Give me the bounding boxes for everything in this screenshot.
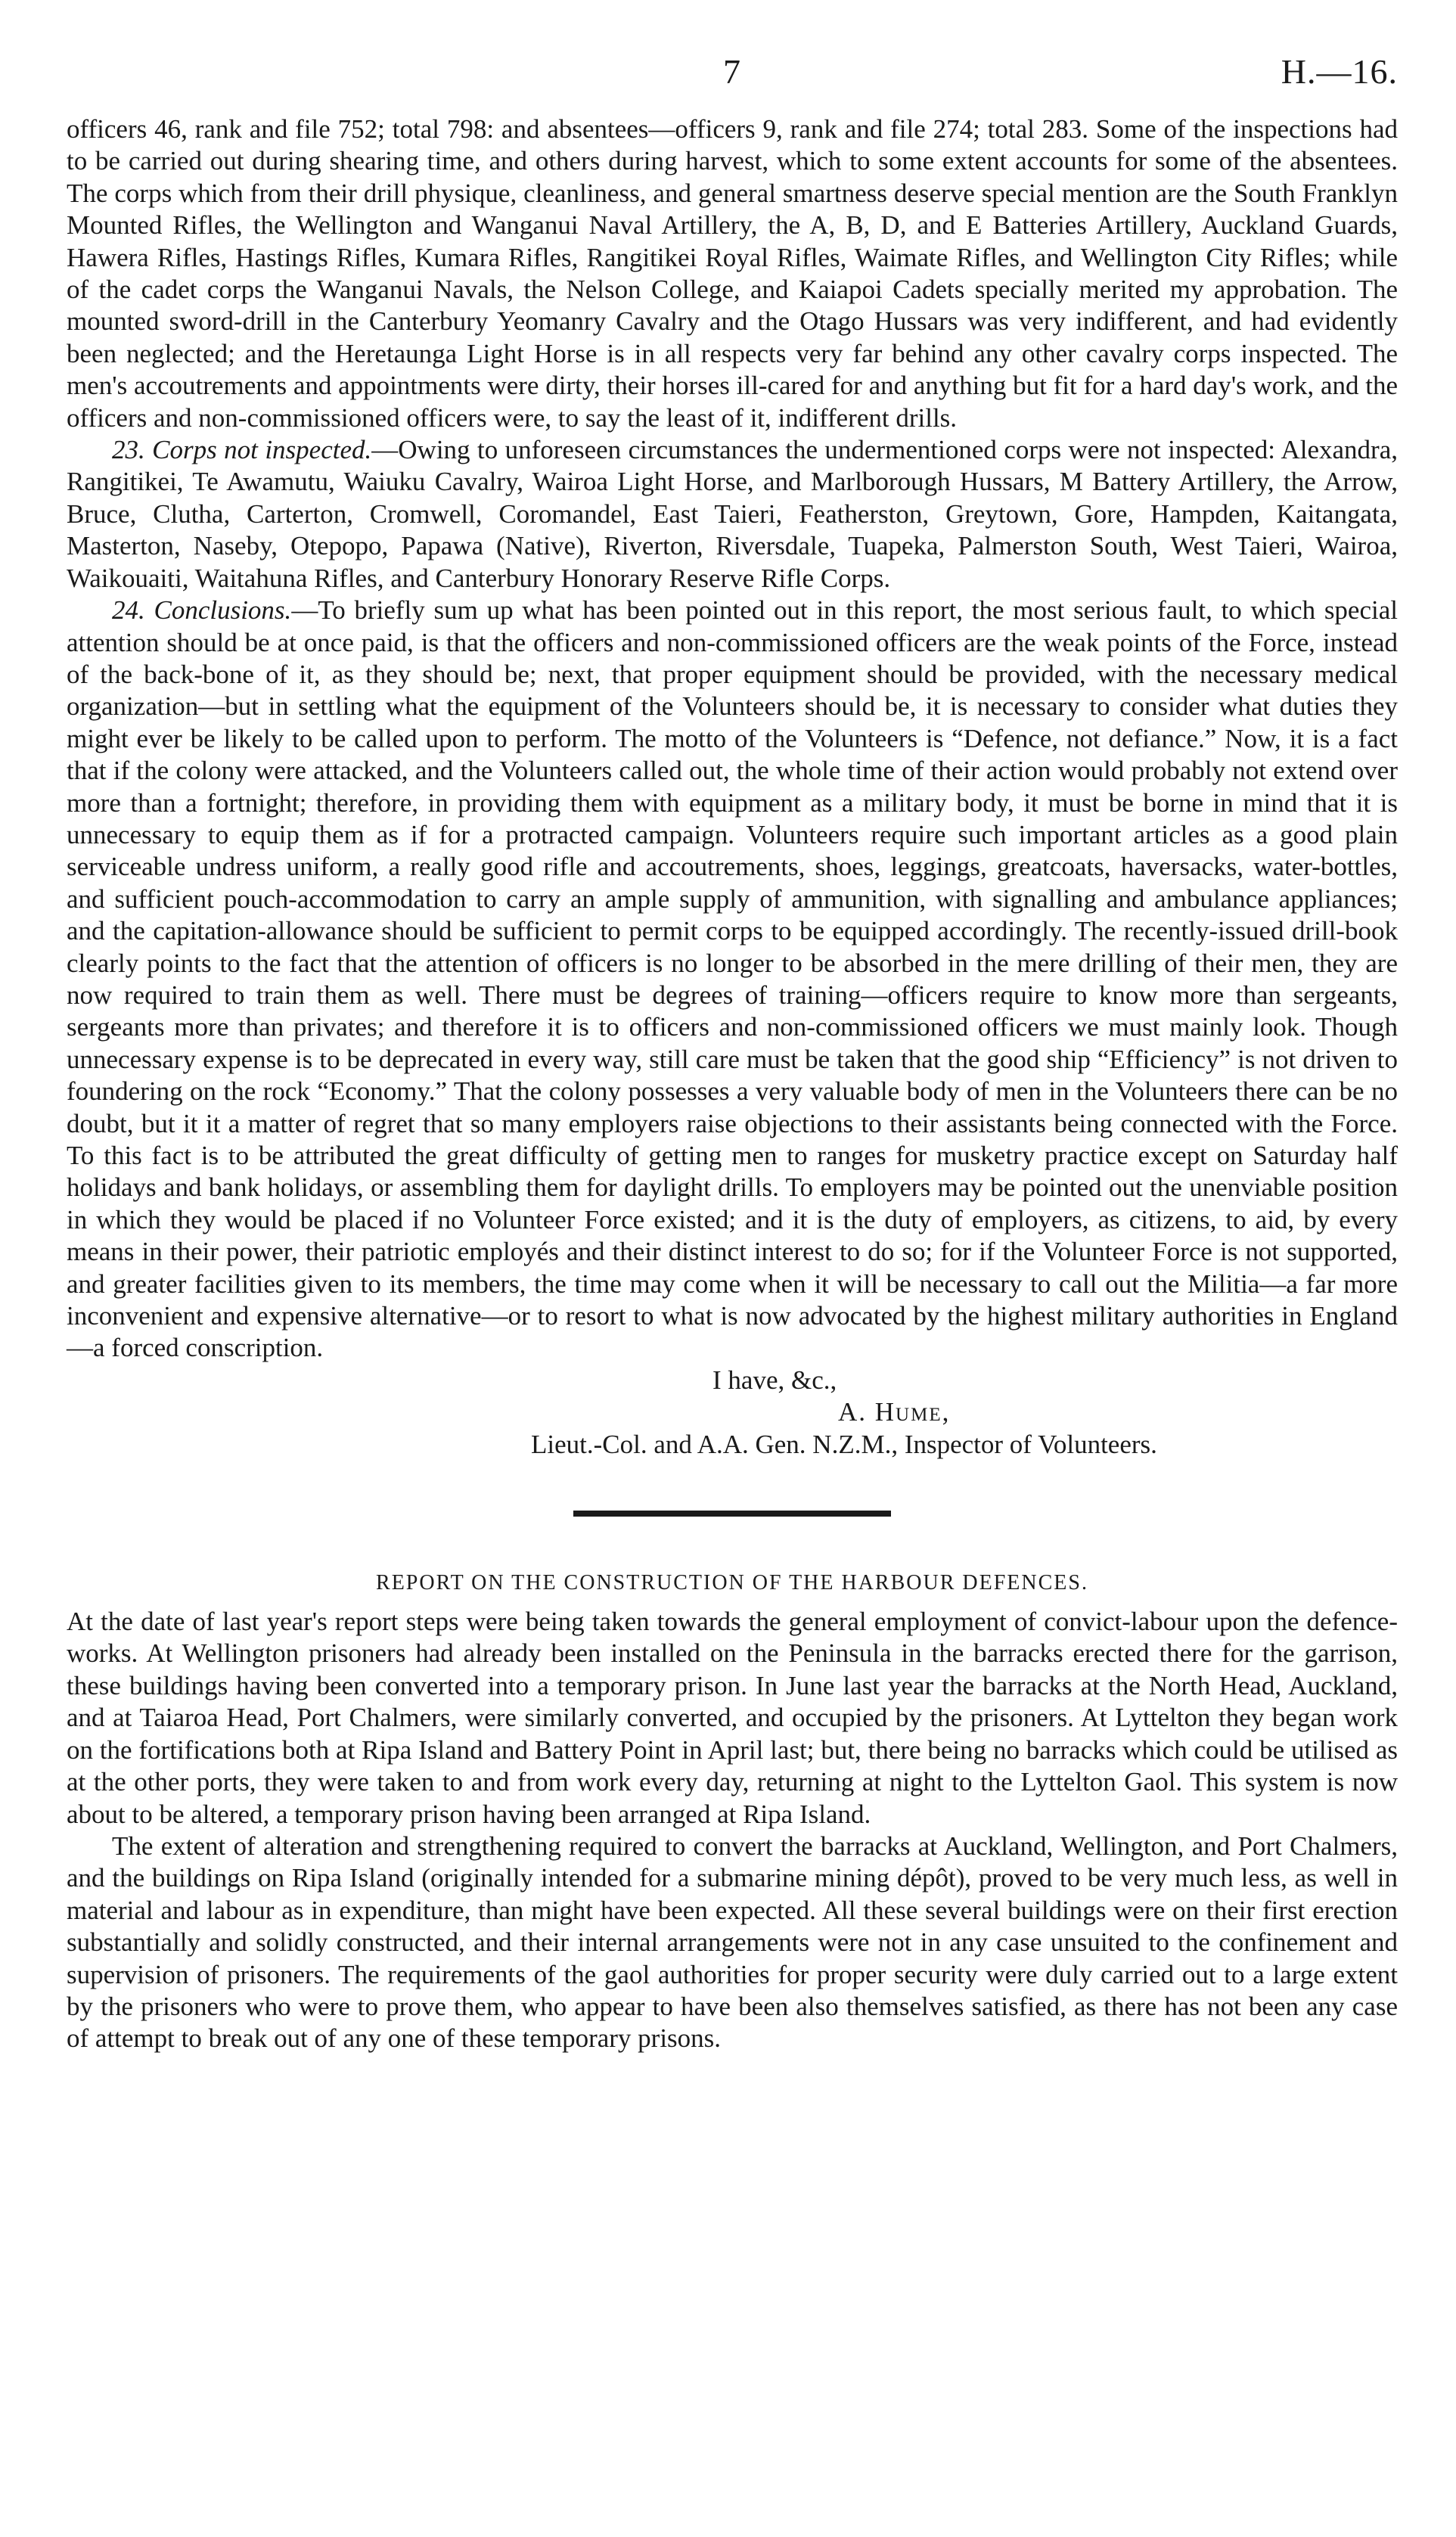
signoff-title: Lieut.-Col. and A.A. Gen. N.Z.M., Inspector of Volunteers. [531,1429,1157,1459]
paragraph-23-heading: 23. Corps not inspected. [112,435,372,465]
paragraph-23 [67,434,1398,595]
paragraph-23-text: —Owing to unforeseen circumstances the undermentioned corps were not inspected: Alexandra, Rangitikei, Te Awamutu, Waiuku Cavalry, Wairoa Light Horse, and Marlborough Hussars, M Battery Artillery, the Arrow, Bruce, Clutha, Carterton, Cromwell, Coromandel, East Taieri, Featherston, Greytown, Gore, Hampden, Kaitangata, Masterton, Naseby, Otepopo, Papawa (Native), Riverton, Riversdale, Tuapeka, Palmerston South, West Taieri, Wairoa, Waikouaiti, Waitahuna Rifles, and Canterbury Honorary Reserve Rifle Corps. [67,435,1398,593]
paragraph-24-text: —To briefly sum up what has been pointed out in this report, the most serious fault, to which special attention should be at once paid, is that the officers and non-commissioned officers are the weak points of the Force, instead of the back-bone of it, as they should be; next, that proper equipment should be provided, with the necessary medical organization—but in settling what the equipment of the Volunteers should be, it is necessary to consider what duties they might ever be likely to be called upon to perform. The motto of the Volunteers is “Defence, not defiance.” Now, it is a fact that if the colony were attacked, and the Volunteers called out, the whole time of their action would probably not extend over more than a fortnight; therefore, in providing them with equipment as a military body, it must be borne in mind that it is unnecessary to equip them as if for a protracted campaign. Volunteers require such important articles as a good plain serviceable undress uniform, a really good rifle and accoutrements, shoes, leggings, greatcoats, haversacks, water-bottles, and sufficient pouch-accommodation to carry an ample supply of ammunition, with signalling and ambulance appliances; and the capitation-allowance should be sufficient to permit corps to be equipped accordingly. The recently-issued drill-book clearly points to the fact that the attention of officers is no longer to be absorbed in the mere drilling of their men, they are now required to train them as well. There must be degrees of training—officers require to know more than sergeants, sergeants more than privates; and therefore it is to officers and non-commissioned officers we must mainly look. Though unnecessary expense is to be deprecated in every way, still care must be taken that the good ship “Efficiency” is not driven to foundering on the rock “Economy.” That the colony possesses a very valuable body of men in the Volunteers there can be no doubt, but it it a matter of regret that so many employers raise objections to their assistants being connected with the Force. To this fact is to be attributed the great difficulty of getting men to ranges for musketry practice except on Saturday half holidays and bank holidays, or assembling them for daylight drills. To employers may be pointed out the unenviable position in which they would be placed if no Volunteer Force existed; and it is the duty of employers, as citizens, to aid, by every means in their power, their patriotic employés and their distinct interest to do so; for if the Volunteer Force is not supported, and greater facilities given to its members, the time may come when it will be necessary to call out the Militia—a far more inconvenient and expensive alternative—or to resort to what is now advocated by the highest military authorities in England—a forced conscription. [67,595,1398,1363]
paragraph-continued: officers 46, rank and file 752; total 798: and absentees—officers 9, rank and file 274; total 283. Some of the inspections had to be carried out during shearing time, and others during harvest, which to some extent accounts for some of the absentees. The corps which from their drill physique, cleanliness, and general smartness deserve special mention are the South Franklyn Mounted Rifles, the Wellington and Wanganui Naval Artillery, the A, B, D, and E Batteries Artillery, Auckland Guards, Hawera Rifles, Hastings Rifles, Kumara Rifles, Rangitikei Royal Rifles, Waimate Rifles, and Wellington City Rifles; while of the cadet corps the Wanganui Navals, the Nelson College, and Kaiapoi Cadets specially merited my approbation. The mounted sword-drill in the Canterbury Yeomanry Cavalry and the Otago Hussars was very indifferent, and had evidently been neglected; and the Heretaunga Light Horse is in all respects very far behind any other cavalry corps inspected. The men's accoutrements and appointments were dirty, their horses ill-cared for and anything but fit for a hard day's work, and the officers and non-commissioned officers were, to say the least of it, indifferent drills. [67,114,1398,433]
signoff-salutation: I have, &c., [712,1365,837,1395]
paragraph-24-heading: 24. Conclusions. [112,595,292,626]
harbour-report-body [67,1606,1398,2055]
document-reference: H.—16. [1281,52,1398,91]
harbour-paragraph-2: The extent of alteration and strengthening required to convert the barracks at Auckland, Wellington, and Port Chalmers, and the buildings on Ripa Island (originally intended for a submarine mining dépôt), proved to be very much less, as well in material and labour as in expenditure, than might have been expected. All these several buildings were on their first erection substantially and solidly constructed, and their internal arrangements were not in any case unsuited to the confinement and supervision of prisoners. The requirements of the gaol authorities for proper security were duly carried out to a large extent by the prisoners who were to prove them, who appear to have been also themselves satisfied, as there has not been any case of attempt to break out of any one of these temporary prisons. [67,1831,1398,2054]
harbour-paragraph-1: At the date of last year's report steps were being taken towards the general employment of convict-labour upon the defence-works. At Wellington prisoners had already been installed on the Peninsula in the barracks erected there for the garrison, these buildings having been converted into a temporary prison. In June last year the barracks at the North Head, Auckland, and at Taiaroa Head, Port Chalmers, were similarly converted, and occupied by the prisoners. At Lyttelton they began work on the fortifications both at Ripa Island and Battery Point in April last; but, there being no barracks which could be utilised as at the other ports, they were taken to and from work every day, returning at night to the Lyttelton Gaol. This system is now about to be altered, a temporary prison having been arranged at Ripa Island. [67,1607,1398,1829]
signoff-block [67,1365,1398,1461]
page-header [67,30,1398,113]
section-divider [573,1511,891,1517]
page-number: 7 [723,52,741,91]
paragraph-24 [67,595,1398,1365]
inspection-report-body [67,113,1398,1365]
signoff-name: A. Hume, [838,1397,951,1427]
document-page [67,30,1398,2511]
report-title: REPORT ON THE CONSTRUCTION OF THE HARBOUR DEFENCES. [376,1571,1088,1595]
